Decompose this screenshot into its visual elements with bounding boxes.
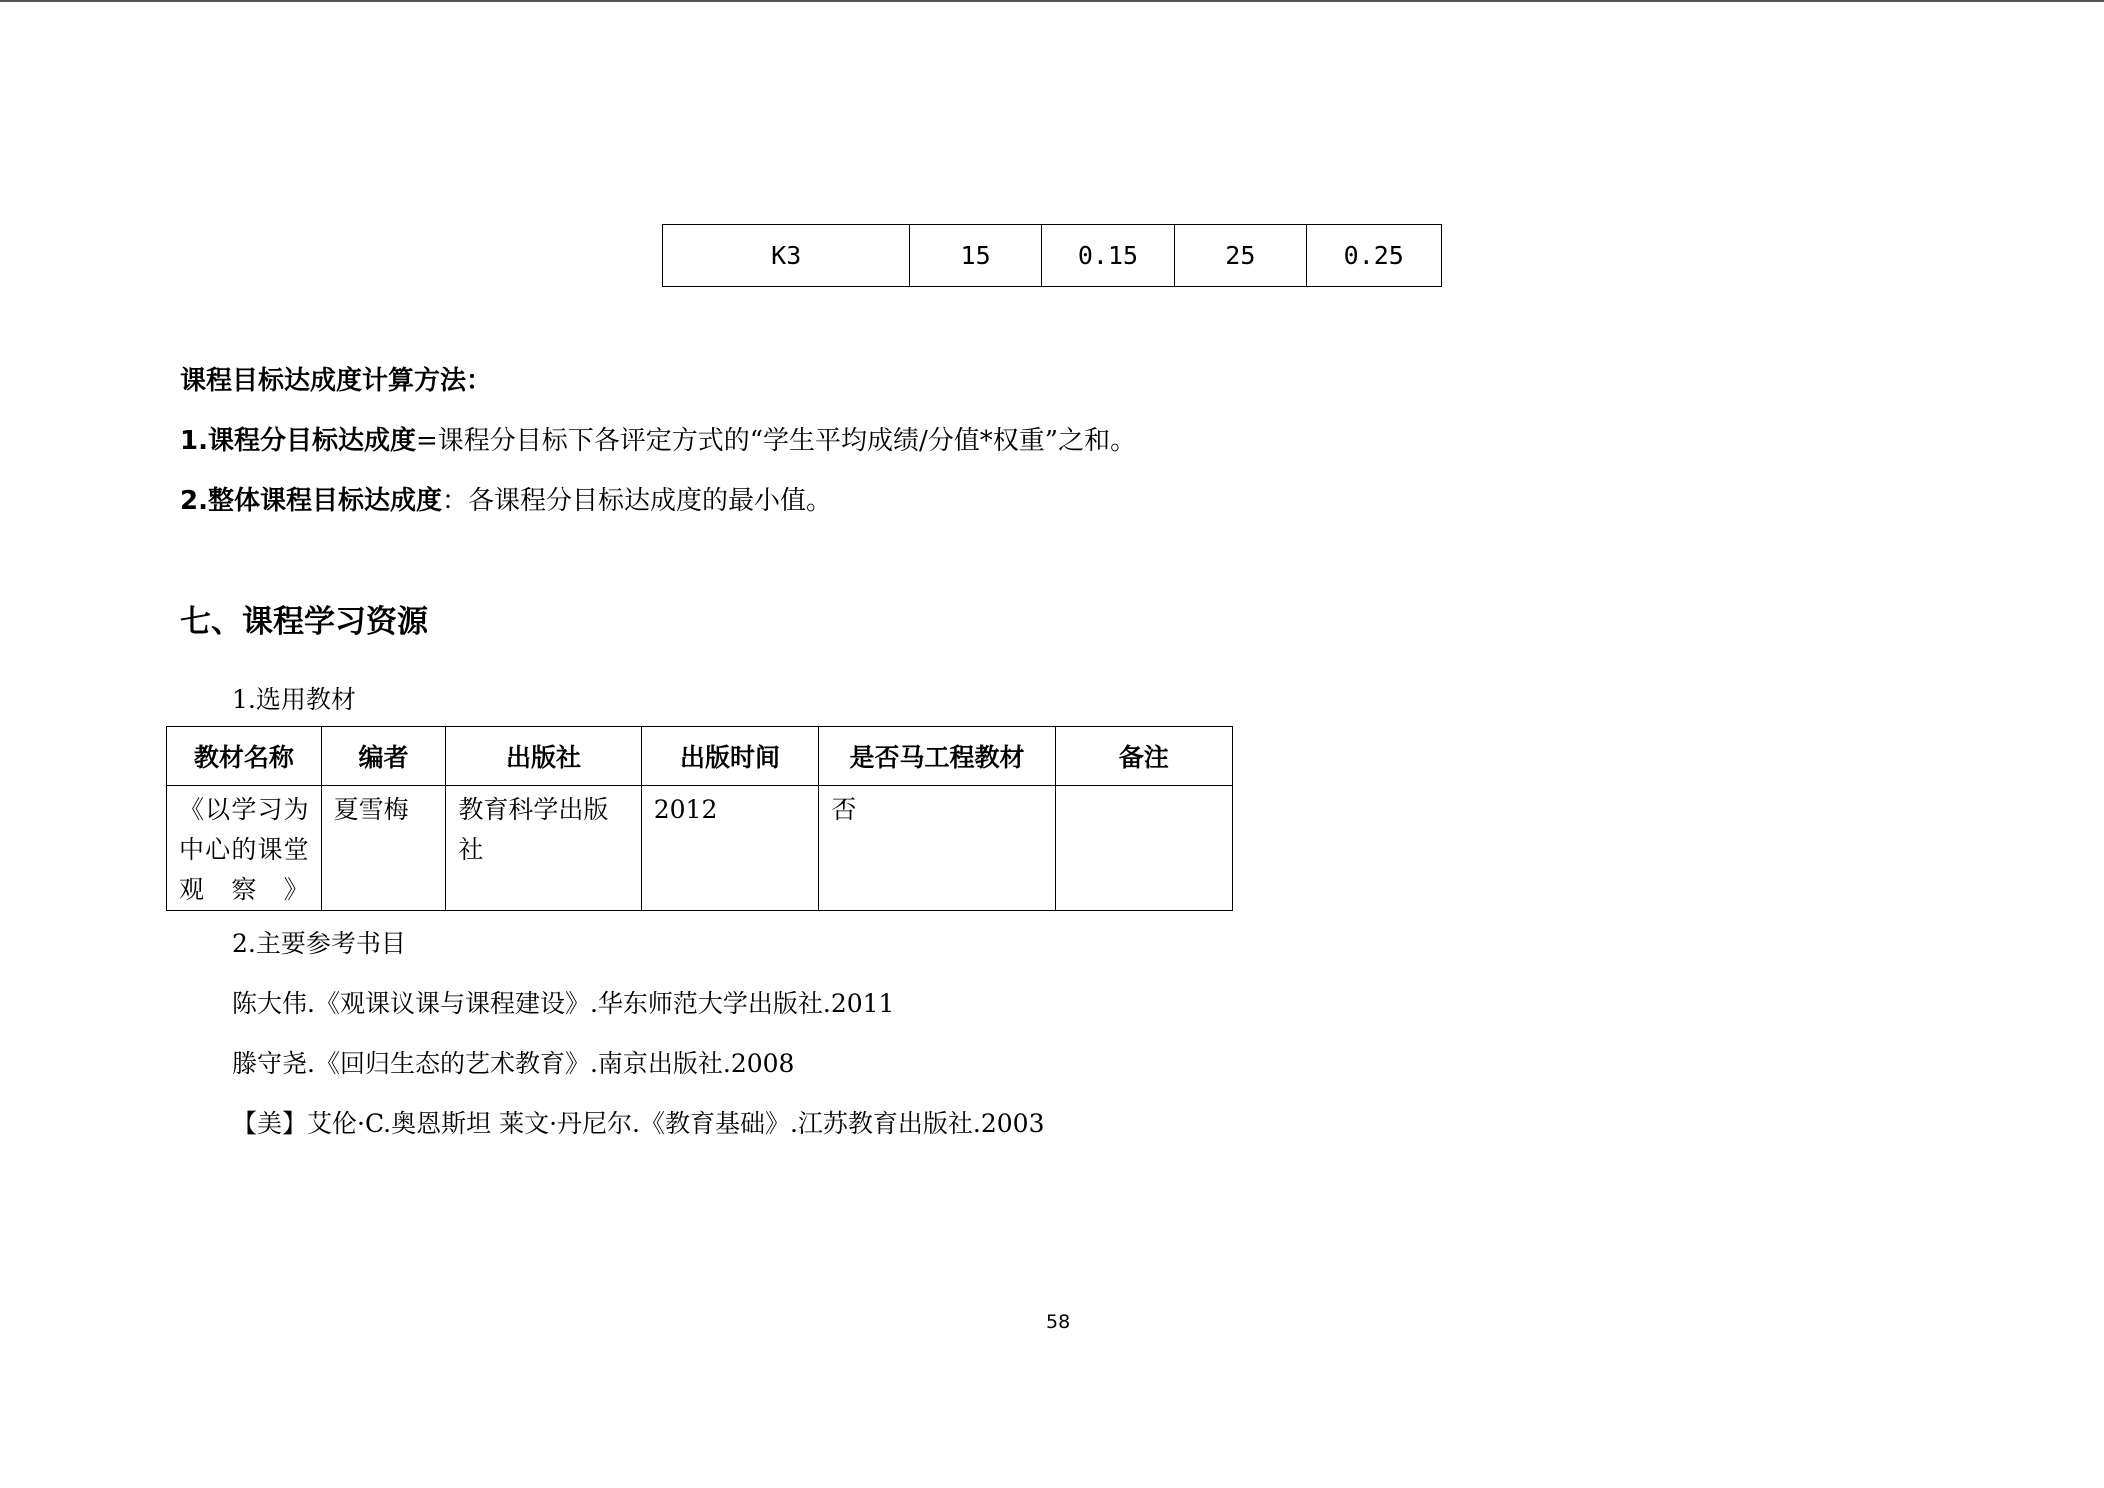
calc-item-2-text: ：各课程分目标达成度的最小值。 <box>441 486 832 516</box>
page-number: 58 <box>1046 1311 1071 1333</box>
column-header: 出版时间 <box>641 727 819 786</box>
reference-item: 滕守尧.《回归生态的艺术教育》.南京出版社.2008 <box>232 1049 795 1078</box>
textbook-table <box>166 726 1233 911</box>
calc-method-item-2 <box>180 480 832 517</box>
column-header: 教材名称 <box>167 727 322 786</box>
section-title: 七、课程学习资源 <box>180 604 428 640</box>
column-header: 出版社 <box>446 727 641 786</box>
table-cell: 25 <box>1175 225 1306 287</box>
table-cell: K3 <box>663 225 910 287</box>
table-cell: 教育科学出版社 <box>446 786 641 911</box>
reference-item: 陈大伟.《观课议课与课程建设》.华东师范大学出版社.2011 <box>232 989 895 1018</box>
page-top-border <box>0 0 2104 2</box>
calc-method-item-1 <box>180 420 1136 457</box>
column-header: 是否马工程教材 <box>819 727 1055 786</box>
reference-item: 【美】艾伦·C.奥恩斯坦 莱文·丹尼尔.《教育基础》.江苏教育出版社.2003 <box>232 1109 1045 1138</box>
score-weight-table <box>662 224 1442 287</box>
calc-item-1-text: =课程分目标下各评定方式的“学生平均成绩/分值*权重”之和。 <box>415 426 1137 456</box>
table-cell <box>1055 786 1232 911</box>
table-cell: 《以学习为中心的课堂观察》 <box>167 786 322 911</box>
table-row <box>663 225 1442 287</box>
subsection-references: 2.主要参考书目 <box>232 929 406 958</box>
table-header-row <box>167 727 1233 786</box>
calc-item-1-label: 1.课程分目标达成度 <box>180 426 416 456</box>
calc-method-title: 课程目标达成度计算方法： <box>180 366 493 396</box>
table-cell: 2012 <box>641 786 819 911</box>
table-cell: 否 <box>819 786 1055 911</box>
table-cell: 0.25 <box>1306 225 1442 287</box>
calc-item-2-label: 2.整体课程目标达成度 <box>180 486 442 516</box>
subsection-textbook: 1.选用教材 <box>232 685 356 714</box>
column-header: 编者 <box>321 727 446 786</box>
table-cell: 15 <box>910 225 1041 287</box>
table-row <box>167 786 1233 911</box>
table-cell: 夏雪梅 <box>321 786 446 911</box>
column-header: 备注 <box>1055 727 1232 786</box>
table-cell: 0.15 <box>1041 225 1174 287</box>
